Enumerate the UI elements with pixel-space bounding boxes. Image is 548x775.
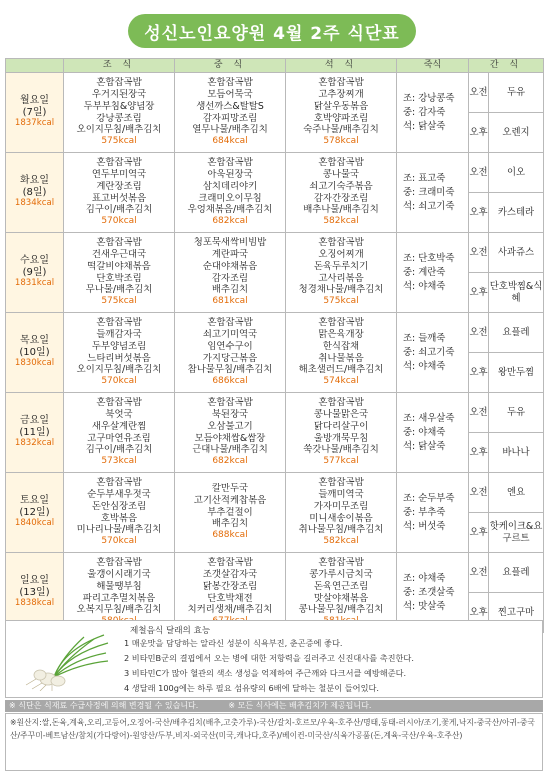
snack-label-pm: 오후: [469, 113, 489, 153]
lunch-item: 생선까스&탈탈S: [196, 100, 264, 112]
day-date: (11일): [19, 426, 50, 438]
breakfast-kcal: 570kcal: [101, 376, 137, 387]
lunch-item: 오삼불고기: [207, 420, 253, 432]
dinner-item: 맛살야채볶음: [313, 592, 369, 604]
porridge-cell: [397, 153, 469, 233]
lunch-item: 칼만두국: [211, 483, 249, 494]
snack-label-am: 오전: [469, 393, 489, 433]
snack-label-am: 오전: [469, 233, 489, 273]
dinner-item: 콩나물무침/배추김치: [298, 604, 384, 616]
dinner-cell: [286, 233, 397, 313]
lunch-item: 혼합잡곡밥: [207, 77, 253, 89]
porridge-item: 조: 들깨죽: [403, 332, 446, 344]
tip-line-2: 2 비타민B군의 결핍에서 오는 병에 대한 저항력을 길러주고 신진대사를 촉진한다.: [124, 653, 414, 663]
porridge-item: 조: 야채죽: [403, 572, 446, 584]
lunch-item: 크래미오이무침: [198, 192, 262, 204]
breakfast-item: 혼합잡곡밥: [96, 397, 142, 409]
lunch-kcal: 681kcal: [212, 296, 248, 307]
snack-pm: 바나나: [489, 433, 544, 473]
porridge-cell: [397, 313, 469, 393]
day-name: 화요일: [20, 174, 49, 186]
lunch-kcal: 682kcal: [212, 216, 248, 227]
tip-line-1: 1 매운맛을 담당하는 알라신 성분이 식욕부진, 춘곤증에 좋다.: [124, 638, 343, 648]
table-header-row: [6, 59, 544, 73]
dinner-cell: [286, 473, 397, 553]
dinner-item: 청경채나물/배추김치: [298, 284, 384, 296]
snack-label-am: 오전: [469, 73, 489, 113]
dinner-item: 콩나물맑은국: [313, 408, 369, 420]
lunch-item: 배추김치: [211, 518, 249, 530]
breakfast-item: 혼합잡곡밥: [96, 317, 142, 329]
day-cell: [6, 153, 64, 233]
day-date: (7일): [22, 106, 47, 118]
day-name: 일요일: [20, 574, 49, 586]
lunch-item: 쇠고기미역국: [202, 328, 258, 340]
day-kcal: 1838kcal: [14, 598, 55, 609]
lunch-kcal: 688kcal: [212, 530, 248, 541]
dinner-item: 취나물무침/배추김치: [298, 524, 384, 536]
dinner-item: 돈육연근조림: [313, 580, 369, 592]
breakfast-item: 해물땡부침: [96, 580, 142, 592]
lunch-item: 우엉채볶음/배추김치: [187, 204, 273, 216]
lunch-item: 혼합잡곡밥: [207, 397, 253, 409]
lunch-item: 모듬야채쌈&쌈장: [194, 432, 266, 444]
table-row: [6, 313, 544, 353]
breakfast-item: 미나리나물/배추김치: [76, 524, 162, 536]
lunch-cell: [175, 153, 286, 233]
breakfast-item: 호박볶음: [100, 512, 138, 524]
breakfast-kcal: 570kcal: [101, 536, 137, 547]
breakfast-item: 떡갈비야채볶음: [87, 260, 151, 272]
porridge-item: 중: 계란죽: [403, 266, 446, 278]
lunch-item: 감자피망조림: [202, 112, 258, 124]
origin-info: ※원산지:쌀,돈육,계육,오리,고등어,오징어-국산/배추김치(배추,고춧가루)-국산/갈치-호르모/우육-호주산/명태,동태-러시아/조기,꽃게,낙지-중국산/아귀-중국산/주꾸미-베트남산/참치(가다랑어)-원양산/두부,비지-외국산(미국,캐나다,호주)/베이컨-미국산/식육가공품(돈,계육-국산/우육-호주산): [5, 713, 543, 771]
dinner-item: 해초샐러드/배추김치: [298, 364, 384, 376]
dinner-item: 고추장찌개: [318, 88, 364, 100]
breakfast-item: 혼합잡곡밥: [96, 477, 142, 489]
breakfast-item: 오이지무침/배추김치: [76, 124, 162, 136]
dinner-item: 콩나물국: [322, 168, 360, 180]
snack-pm: 왕만두찜: [489, 353, 544, 393]
porridge-cell: [397, 393, 469, 473]
lunch-item: 삼치데리야키: [202, 180, 258, 192]
page-title: 성신노인요양원 4월 2주 식단표: [128, 14, 416, 48]
breakfast-item: 혼합잡곡밥: [96, 77, 142, 89]
dinner-kcal: 578kcal: [323, 136, 359, 147]
dinner-item: 혼합잡곡밥: [318, 477, 364, 489]
dinner-kcal: 575kcal: [323, 296, 359, 307]
lunch-item: 근대나물/배추김치: [192, 444, 268, 456]
lunch-item: 단호박채전: [207, 592, 253, 604]
breakfast-item: 계란장조림: [96, 180, 142, 192]
day-name: 수요일: [20, 254, 49, 266]
day-date: (12일): [19, 506, 50, 518]
snack-label-pm: 오후: [469, 513, 489, 553]
lunch-item: 닭봉간장조림: [202, 580, 258, 592]
dallae-plant-image: [24, 629, 110, 691]
day-kcal: 1830kcal: [14, 358, 55, 369]
dinner-item: 배추나물/배추김치: [303, 204, 379, 216]
meal-table: [5, 58, 544, 633]
porridge-item: 중: 야채죽: [403, 426, 446, 438]
breakfast-item: 건새우근대국: [91, 248, 147, 260]
porridge-item: 조: 새우살죽: [403, 412, 455, 424]
snack-label-am: 오전: [469, 473, 489, 513]
snack-am: 이오: [489, 153, 544, 193]
day-cell: [6, 233, 64, 313]
breakfast-item: 무나물/배추김치: [85, 284, 153, 296]
table-row: [6, 73, 544, 113]
lunch-item: 감자조림: [211, 272, 249, 284]
breakfast-item: 오이지무침/배추김치: [76, 364, 162, 376]
dinner-item: 콩가루시금치국: [309, 568, 373, 580]
snack-pm: 핫케이크&요구르트: [489, 513, 544, 553]
breakfast-kcal: 575kcal: [101, 296, 137, 307]
breakfast-item: 순두부새우젓국: [87, 488, 151, 500]
snack-am: 두유: [489, 393, 544, 433]
snack-label-pm: 오후: [469, 273, 489, 313]
breakfast-item: 울갱이시래기국: [87, 568, 151, 580]
dinner-kcal: 582kcal: [323, 216, 359, 227]
lunch-cell: [175, 233, 286, 313]
porridge-item: 석: 닭살죽: [403, 120, 446, 132]
dinner-item: 숙주나물/배추김치: [303, 124, 379, 136]
porridge-item: 석: 닭살죽: [403, 440, 446, 452]
porridge-item: 석: 맛살죽: [403, 600, 446, 612]
dinner-item: 쑥갓나물/배추김치: [303, 444, 379, 456]
day-date: (8일): [22, 186, 47, 198]
lunch-kcal: 686kcal: [212, 376, 248, 387]
dinner-item: 오징어찌개: [318, 248, 364, 260]
dinner-item: 미니새송이볶음: [309, 512, 373, 524]
breakfast-item: 북엇국: [105, 408, 133, 420]
header-snack: 간 식: [469, 59, 544, 73]
lunch-item: 부추겉절이: [207, 506, 253, 518]
corner-cell: [6, 59, 64, 73]
breakfast-item: 들깨감자국: [96, 328, 142, 340]
notice-right: ※ 모든 식사에는 배추김치가 제공됩니다.: [228, 701, 372, 710]
snack-pm: 찐고구마: [489, 593, 544, 633]
day-cell: [6, 313, 64, 393]
snack-label-am: 오전: [469, 153, 489, 193]
porridge-cell: [397, 73, 469, 153]
table-row: [6, 553, 544, 593]
lunch-item: 고기산적케찹볶음: [193, 494, 267, 506]
lunch-kcal: 682kcal: [212, 456, 248, 467]
snack-label-am: 오전: [469, 553, 489, 593]
lunch-item: 참나물무침/배추김치: [187, 364, 273, 376]
breakfast-kcal: 570kcal: [101, 216, 137, 227]
table-row: [6, 473, 544, 513]
header-lunch: 중 식: [175, 59, 286, 73]
breakfast-item: 표고버섯볶음: [91, 192, 147, 204]
notice-bar: [5, 700, 543, 712]
day-name: 월요일: [20, 94, 49, 106]
dinner-item: 고사리볶음: [318, 272, 364, 284]
lunch-item: 청포묵새싹비빔밥: [193, 237, 267, 249]
lunch-item: 북된장국: [211, 408, 249, 420]
notice-left: ※ 식단은 식재료 수급사정에 의해 변경될 수 있습니다.: [9, 701, 199, 710]
snack-am: 요플레: [489, 553, 544, 593]
day-kcal: 1840kcal: [14, 518, 55, 529]
lunch-item: 열무나물/배추김치: [192, 124, 268, 136]
snack-am: 엔요: [489, 473, 544, 513]
lunch-item: 혼합잡곡밥: [207, 317, 253, 329]
porridge-item: 조: 표고죽: [403, 172, 446, 184]
dinner-cell: [286, 73, 397, 153]
porridge-item: 중: 감자죽: [403, 106, 446, 118]
porridge-item: 중: 부추죽: [403, 506, 446, 518]
lunch-item: 배추김치: [211, 284, 249, 296]
breakfast-item: 오복지무침/배추김치: [76, 604, 162, 616]
dinner-item: 닭다리살구이: [313, 420, 369, 432]
day-cell: [6, 473, 64, 553]
porridge-item: 석: 버섯죽: [403, 520, 446, 532]
dinner-item: 혼합잡곡밥: [318, 157, 364, 169]
porridge-item: 조: 단호박죽: [403, 252, 455, 264]
title-bar: [0, 0, 548, 56]
dinner-item: 맑은육개장: [318, 328, 364, 340]
snack-label-pm: 오후: [469, 433, 489, 473]
day-cell: [6, 73, 64, 153]
lunch-cell: [175, 73, 286, 153]
breakfast-item: 김구이/배추김치: [85, 444, 153, 456]
dinner-item: 쇠고기숙주볶음: [309, 180, 373, 192]
dinner-item: 취나물볶음: [318, 352, 364, 364]
table-row: [6, 233, 544, 273]
snack-am: 사과쥬스: [489, 233, 544, 273]
breakfast-cell: [64, 393, 175, 473]
breakfast-item: 단호박조림: [96, 272, 142, 284]
lunch-cell: [175, 473, 286, 553]
lunch-cell: [175, 313, 286, 393]
day-name: 목요일: [20, 334, 49, 346]
breakfast-cell: [64, 73, 175, 153]
dinner-item: 들깨미역국: [318, 488, 364, 500]
breakfast-item: 혼합잡곡밥: [96, 157, 142, 169]
porridge-cell: [397, 473, 469, 553]
porridge-item: 석: 야채죽: [403, 360, 446, 372]
lunch-item: 치커리생채/배추김치: [187, 604, 273, 616]
lunch-item: 임연수구이: [207, 340, 253, 352]
porridge-item: 중: 크래미죽: [403, 186, 455, 198]
day-date: (13일): [19, 586, 50, 598]
dinner-item: 혼합잡곡밥: [318, 397, 364, 409]
dinner-cell: [286, 153, 397, 233]
dinner-item: 울방개묵무침: [313, 432, 369, 444]
breakfast-item: 두부양념조림: [91, 340, 147, 352]
dinner-item: 호박양파조림: [313, 112, 369, 124]
day-kcal: 1831kcal: [14, 278, 55, 289]
day-date: (10일): [19, 346, 50, 358]
snack-label-pm: 오후: [469, 193, 489, 233]
lunch-cell: [175, 393, 286, 473]
dinner-cell: [286, 393, 397, 473]
breakfast-item: 강낭콩조림: [96, 112, 142, 124]
day-kcal: 1837kcal: [14, 118, 55, 129]
table-row: [6, 153, 544, 193]
dinner-item: 혼합잡곡밥: [318, 237, 364, 249]
snack-label-pm: 오후: [469, 353, 489, 393]
lunch-kcal: 684kcal: [212, 136, 248, 147]
dinner-item: 혼합잡곡밥: [318, 557, 364, 569]
lunch-item: 계란파국: [211, 248, 249, 260]
porridge-item: 조: 강낭콩죽: [403, 92, 455, 104]
lunch-item: 조갯살감자국: [202, 568, 258, 580]
breakfast-kcal: 573kcal: [101, 456, 137, 467]
breakfast-item: 우거지된장국: [91, 88, 147, 100]
day-cell: [6, 393, 64, 473]
lunch-item: 혼합잡곡밥: [207, 157, 253, 169]
porridge-item: 중: 조갯살죽: [403, 586, 455, 598]
dinner-cell: [286, 313, 397, 393]
breakfast-kcal: 575kcal: [101, 136, 137, 147]
tips-box: [5, 620, 543, 698]
snack-pm: 카스테라: [489, 193, 544, 233]
lunch-item: 혼합잡곡밥: [207, 557, 253, 569]
breakfast-item: 새우살계란찜: [91, 420, 147, 432]
tip-line-3: 3 비타민C가 많아 혈관의 색소 생성을 억제하여 주근깨와 다크서클 예방해준다.: [124, 668, 407, 678]
lunch-item: 순대야채볶음: [202, 260, 258, 272]
day-name: 금요일: [20, 414, 49, 426]
dinner-item: 돈육두루치기: [313, 260, 369, 272]
lunch-item: 모듬어묵국: [207, 88, 253, 100]
snack-pm: 오렌지: [489, 113, 544, 153]
tips-title: 제철음식 달래의 효능: [130, 626, 211, 636]
snack-am: 두유: [489, 73, 544, 113]
dinner-kcal: 582kcal: [323, 536, 359, 547]
breakfast-item: 느타리버섯볶음: [87, 352, 151, 364]
dinner-item: 혼합잡곡밥: [318, 317, 364, 329]
dinner-item: 닭살우동볶음: [313, 100, 369, 112]
breakfast-item: 두부부침&양념장: [83, 100, 155, 112]
snack-am: 요플레: [489, 313, 544, 353]
dinner-kcal: 574kcal: [323, 376, 359, 387]
day-name: 토요일: [20, 494, 49, 506]
breakfast-item: 혼합잡곡밥: [96, 557, 142, 569]
snack-label-am: 오전: [469, 313, 489, 353]
breakfast-cell: [64, 473, 175, 553]
day-date: (9일): [22, 266, 47, 278]
day-kcal: 1832kcal: [14, 438, 55, 449]
dinner-item: 감자간장조림: [313, 192, 369, 204]
lunch-item: 아욱된장국: [207, 168, 253, 180]
porridge-item: 석: 야채죽: [403, 280, 446, 292]
header-porridge: 죽식: [397, 59, 469, 73]
lunch-item: 가지당근볶음: [202, 352, 258, 364]
breakfast-item: 혼합잡곡밥: [96, 237, 142, 249]
porridge-item: 석: 쇠고기죽: [403, 200, 455, 212]
tip-line-4: 4 생달래 100g에는 하루 필요 섬유량의 6배에 달하는 철분이 들어있다.: [124, 683, 379, 693]
breakfast-cell: [64, 313, 175, 393]
breakfast-item: 고구마연유조림: [87, 432, 151, 444]
snack-label-pm: 오후: [469, 593, 489, 633]
table-row: [6, 393, 544, 433]
breakfast-item: 파리고추멸치볶음: [82, 592, 156, 604]
dinner-item: 가자미무조림: [313, 500, 369, 512]
dinner-item: 혼합잡곡밥: [318, 77, 364, 89]
day-kcal: 1834kcal: [14, 198, 55, 209]
header-dinner: 석 식: [286, 59, 397, 73]
breakfast-cell: [64, 233, 175, 313]
porridge-item: 중: 쇠고기죽: [403, 346, 455, 358]
breakfast-cell: [64, 153, 175, 233]
dinner-kcal: 577kcal: [323, 456, 359, 467]
header-breakfast: 조 식: [64, 59, 175, 73]
breakfast-item: 김구이/배추김치: [85, 204, 153, 216]
snack-pm: 단호박찜&식혜: [489, 273, 544, 313]
breakfast-item: 돈안심장조림: [91, 500, 147, 512]
breakfast-item: 연두부미역국: [91, 168, 147, 180]
porridge-item: 조: 순두부죽: [403, 492, 455, 504]
porridge-cell: [397, 233, 469, 313]
dinner-item: 한식잡채: [322, 340, 360, 352]
